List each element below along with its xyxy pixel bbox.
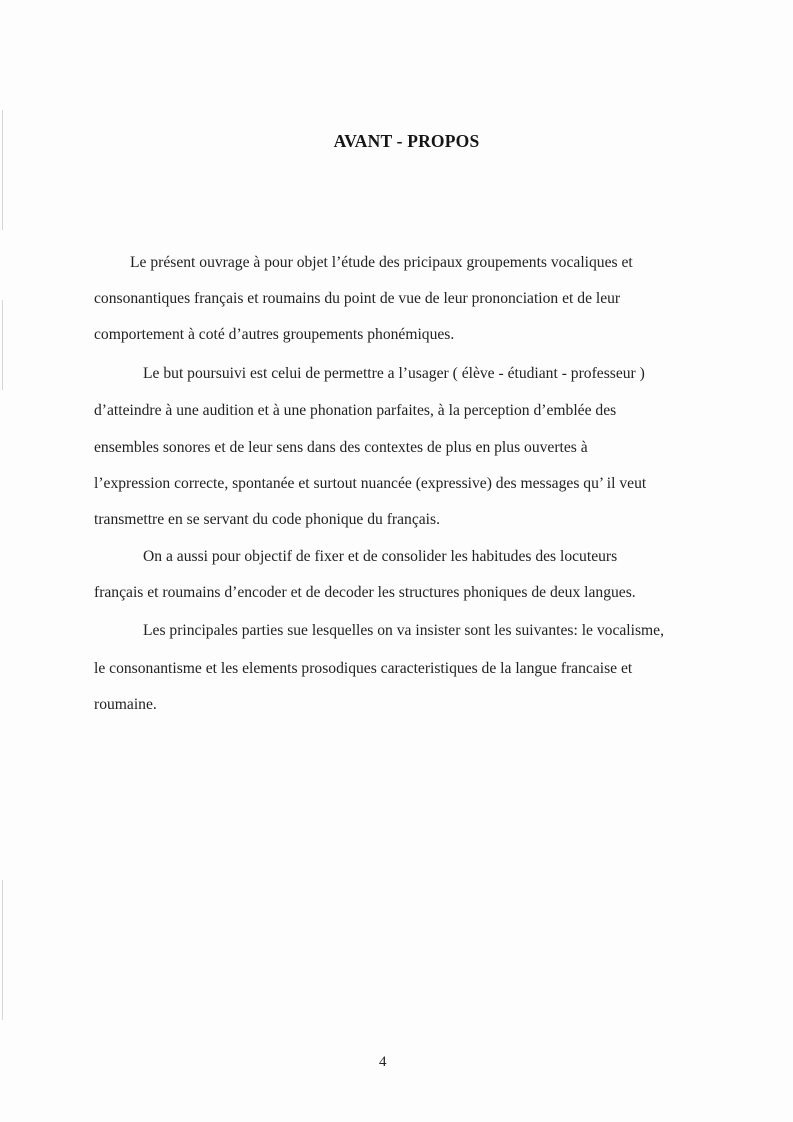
paragraph-2-line-5: transmettre en se servant du code phonique du français. xyxy=(94,511,440,528)
paragraph-4-line-1: Les principales parties sue lesquelles on va insister sont les suivantes: le vocalisme, xyxy=(143,622,664,639)
paragraph-4-line-3: roumaine. xyxy=(94,696,157,713)
paragraph-1-line-3: comportement à coté d’autres groupements phonémiques. xyxy=(94,326,455,343)
paragraph-2-line-3: ensembles sonores et de leur sens dans des contextes de plus en plus ouvertes à xyxy=(94,439,588,456)
scan-edge-mark xyxy=(2,110,3,230)
paragraph-1-line-2: consonantiques français et roumains du point de vue de leur prononciation et de leur xyxy=(94,290,621,307)
paragraph-1-line-1: Le présent ouvrage à pour objet l’étude des pricipaux groupements vocaliques et xyxy=(130,254,633,271)
paragraph-3-line-2: français et roumains d’encoder et de decoder les structures phoniques de deux langues. xyxy=(94,584,636,601)
page-number: 4 xyxy=(379,1054,387,1070)
paragraph-2-line-4: l’expression correcte, spontanée et surtout nuancée (expressive) des messages qu’ il veut xyxy=(94,475,647,492)
paragraph-4-line-2: le consonantisme et les elements prosodiques caracteristiques de la langue francaise et xyxy=(94,660,633,677)
paragraph-2-line-2: d’atteindre à une audition et à une phonation parfaites, à la perception d’emblée des xyxy=(94,402,617,419)
scan-edge-mark xyxy=(2,880,3,1020)
page-title: AVANT - PROPOS xyxy=(333,131,480,151)
paragraph-2-line-1: Le but poursuivi est celui de permettre a l’usager ( élève - étudiant - professeur ) xyxy=(143,365,645,382)
scan-edge-mark xyxy=(2,300,3,390)
paragraph-3-line-1: On a aussi pour objectif de fixer et de consolider les habitudes des locuteurs xyxy=(143,548,618,565)
